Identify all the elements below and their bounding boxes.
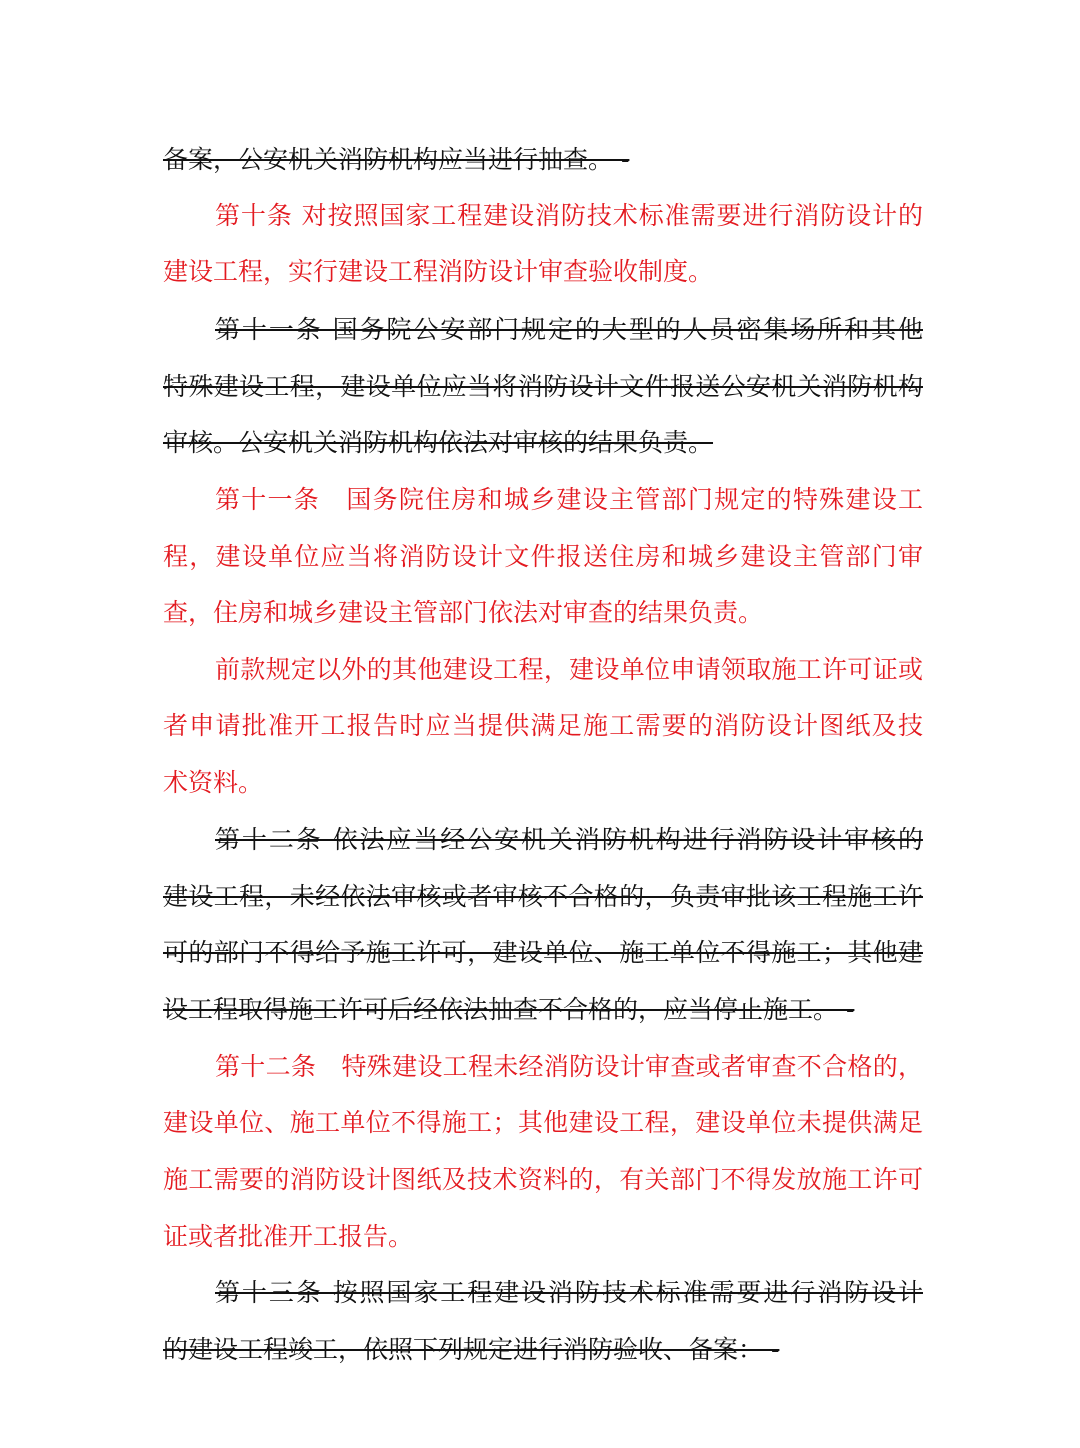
- deleted-line: 的建设工程竣工，依照下列规定进行消防验收、备案： -: [163, 1335, 780, 1364]
- inserted-line: 建设单位、施工单位不得施工；其他建设工程，建设单位未提供满足: [163, 1108, 923, 1137]
- deleted-line: 第十二条 依法应当经公安机关消防机构进行消防设计审核的: [215, 825, 923, 854]
- deleted-line: 特殊建设工程，建设单位应当将消防设计文件报送公安机关消防机构: [163, 372, 923, 401]
- inserted-line: 查，住房和城乡建设主管部门依法对审查的结果负责。: [163, 598, 764, 627]
- inserted-line: 者申请批准开工报告时应当提供满足施工需要的消防设计图纸及技: [163, 711, 923, 740]
- deleted-line: 设工程取得施工许可后经依法抽查不合格的，应当停止施工。 -: [163, 995, 855, 1024]
- inserted-line: 第十二条 特殊建设工程未经消防设计审查或者审查不合格的，: [215, 1052, 923, 1081]
- inserted-line: 证或者批准开工报告。: [163, 1222, 414, 1251]
- inserted-line: 第十一条 国务院住房和城乡建设主管部门规定的特殊建设工: [215, 485, 923, 514]
- inserted-line: 程，建设单位应当将消防设计文件报送住房和城乡建设主管部门审: [163, 542, 923, 571]
- inserted-line: 术资料。: [163, 768, 264, 797]
- inserted-line: 施工需要的消防设计图纸及技术资料的，有关部门不得发放施工许可: [163, 1165, 923, 1194]
- deleted-line: 审核。公安机关消防机构依法对审核的结果负责。: [163, 428, 714, 457]
- inserted-line: 第十条 对按照国家工程建设消防技术标准需要进行消防设计的: [215, 201, 923, 230]
- inserted-line: 前款规定以外的其他建设工程，建设单位申请领取施工许可证或: [215, 655, 923, 684]
- deleted-line: 第十三条 按照国家工程建设消防技术标准需要进行消防设计: [215, 1278, 923, 1307]
- inserted-line: 建设工程，实行建设工程消防设计审查验收制度。: [163, 257, 714, 286]
- deleted-line: 可的部门不得给予施工许可，建设单位、施工单位不得施工；其他建: [163, 938, 923, 967]
- deleted-line: 第十一条 国务院公安部门规定的大型的人员密集场所和其他: [215, 315, 923, 344]
- deleted-line: 建设工程，未经依法审核或者审核不合格的，负责审批该工程施工许: [163, 882, 923, 911]
- deleted-line: 备案，公安机关消防机构应当进行抽查。 -: [163, 145, 630, 174]
